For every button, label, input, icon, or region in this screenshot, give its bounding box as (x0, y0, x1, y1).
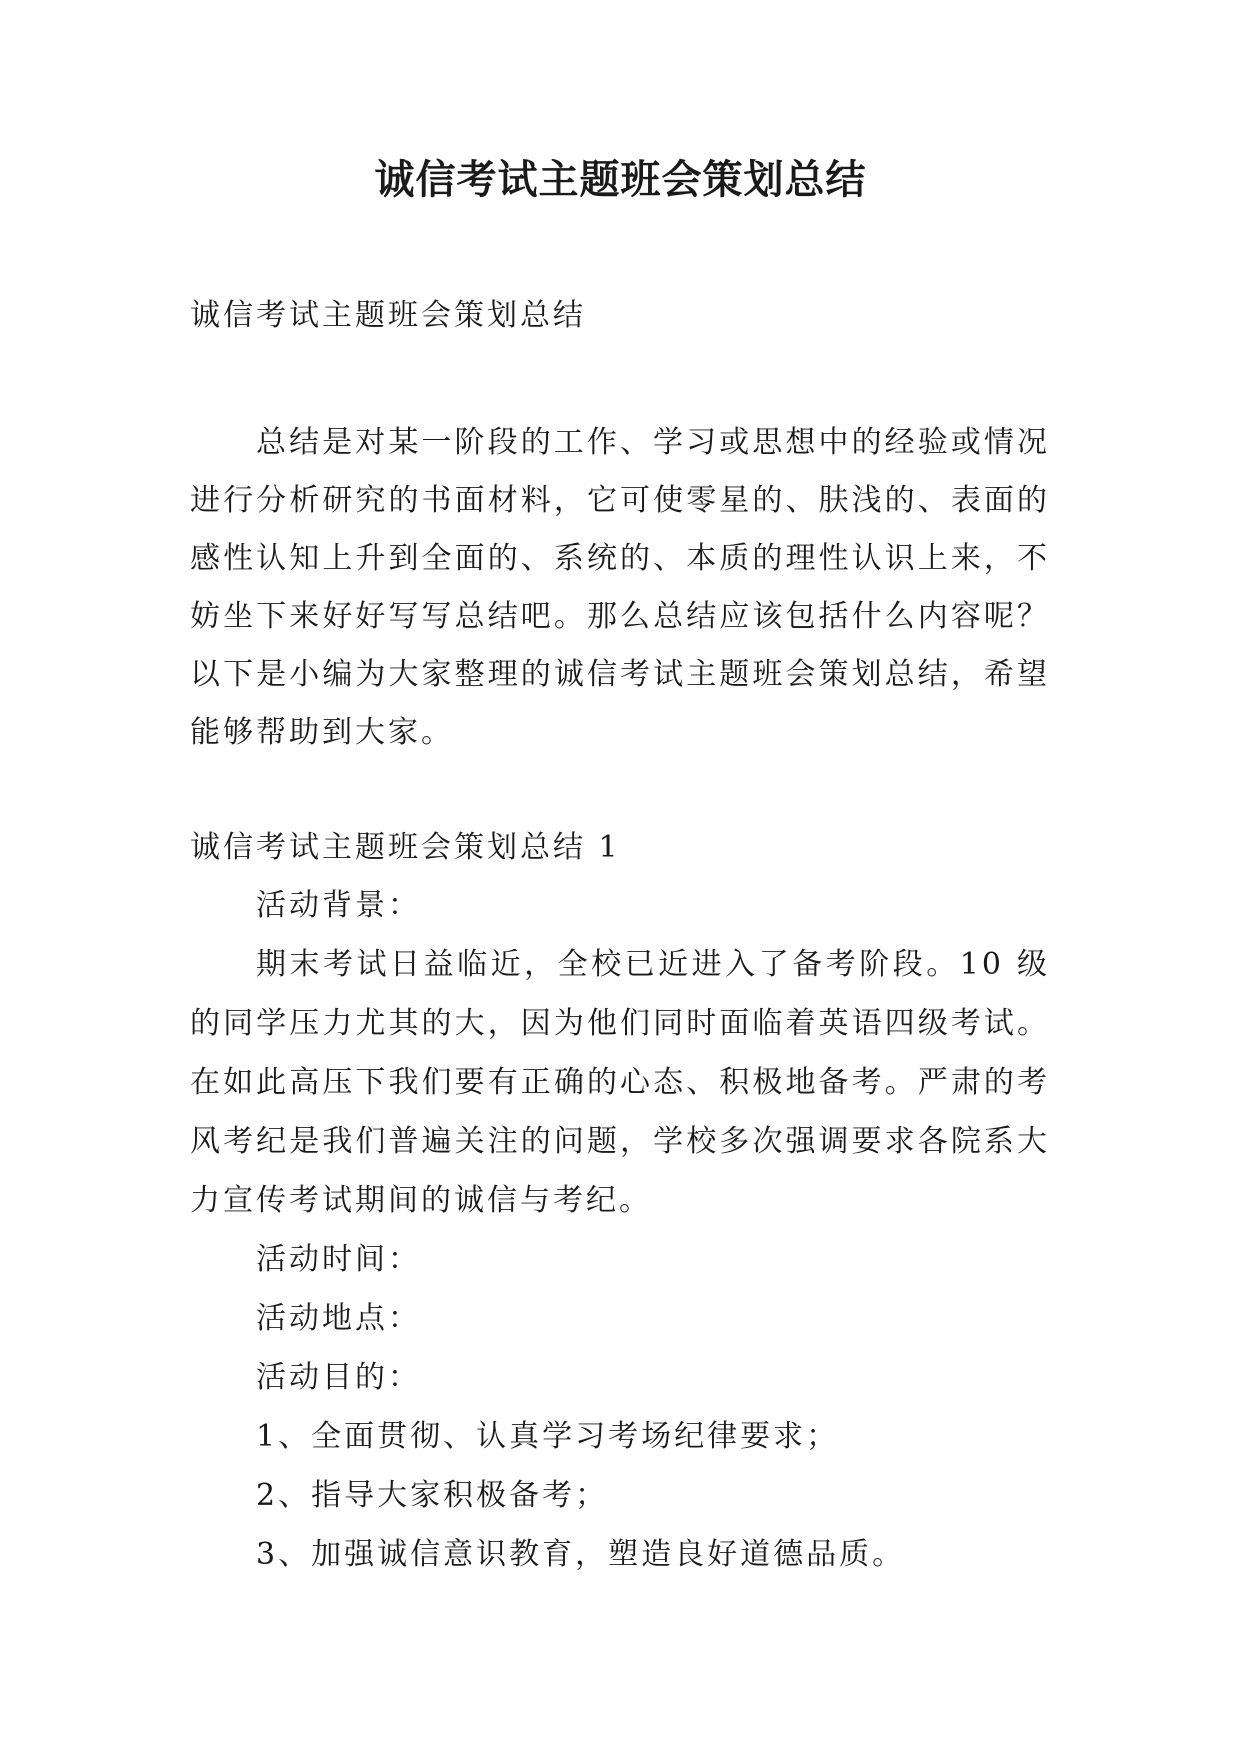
document-title: 诚信考试主题班会策划总结 (374, 156, 867, 203)
document-body (190, 288, 1050, 1584)
background-label: 活动背景： (256, 888, 421, 923)
document-subtitle: 诚信考试主题班会策划总结 (190, 298, 586, 333)
background-paragraph: 期末考试日益临近，全校已近进入了备考阶段。10 级的同学压力尤其的大，因为他们同时面临着英语四级考试。在如此高压下我们要有正确的心态、积极地备考。严肃的考风考纪是我们普遍关注的问题，学校多次强调要求各院系大力宣传考试期间的诚信与考纪。 (190, 947, 1050, 1218)
place-label: 活动地点： (256, 1301, 421, 1336)
purpose-label: 活动目的： (256, 1360, 421, 1395)
time-label: 活动时间： (256, 1242, 421, 1277)
goal-item: 3、加强诚信意识教育，塑造良好道德品质。 (256, 1537, 906, 1572)
goal-item: 1、全面贯彻、认真学习考场纪律要求； (256, 1419, 840, 1454)
intro-paragraph: 总结是对某一阶段的工作、学习或思想中的经验或情况进行分析研究的书面材料，它可使零星的、肤浅的、表面的感性认知上升到全面的、系统的、本质的理性认识上来，不妨坐下来好好写写总结吧。那么总结应该包括什么内容呢？以下是小编为大家整理的诚信考试主题班会策划总结，希望能够帮助到大家。 (190, 425, 1050, 750)
section-heading: 诚信考试主题班会策划总结 1 (190, 830, 621, 865)
goal-item: 2、指导大家积极备考； (256, 1478, 609, 1513)
